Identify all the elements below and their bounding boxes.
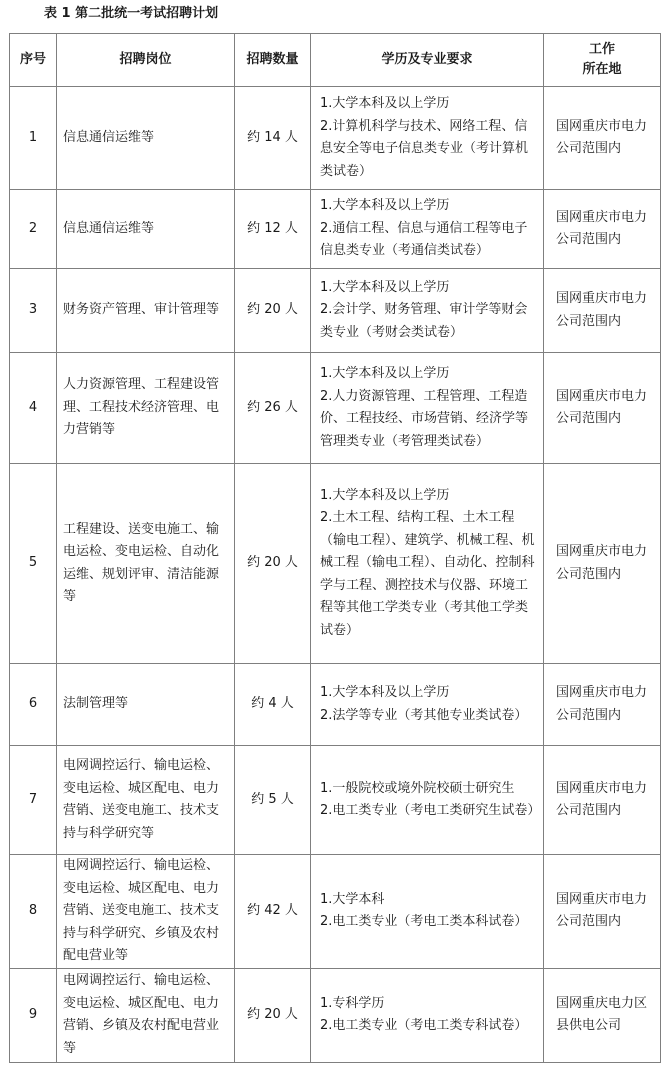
row-no: 7 (10, 746, 57, 855)
row-no: 3 (10, 269, 57, 353)
row-count: 约 26 人 (235, 353, 311, 464)
header-no: 序号 (10, 34, 57, 87)
row-position: 电网调控运行、输电运检、变电运检、城区配电、电力营销、送变电施工、技术支持与科学研究等 (57, 746, 235, 855)
recruitment-plan-table (9, 33, 661, 1063)
row-count: 约 20 人 (235, 464, 311, 664)
row-count: 约 42 人 (235, 855, 311, 969)
row-position: 财务资产管理、审计管理等 (57, 269, 235, 353)
row-location: 国网重庆市电力公司范围内 (544, 190, 661, 269)
row-location: 国网重庆市电力公司范围内 (544, 269, 661, 353)
row-position: 电网调控运行、输电运检、变电运检、城区配电、电力营销、乡镇及农村配电营业等 (57, 968, 235, 1062)
row-location: 国网重庆市电力公司范围内 (544, 746, 661, 855)
requirement-line: 1.大学本科及以上学历 (320, 96, 450, 111)
row-location: 国网重庆市电力公司范围内 (544, 664, 661, 746)
requirement-line: 2.电工类专业（考电工类专科试卷） (320, 1018, 528, 1033)
row-no: 2 (10, 190, 57, 269)
requirement-line: 2.通信工程、信息与通信工程等电子信息类专业（考通信类试卷） (320, 220, 528, 259)
row-no: 5 (10, 464, 57, 664)
row-count: 约 20 人 (235, 968, 311, 1062)
requirement-line: 2.会计学、财务管理、审计学等财会类专业（考财会类试卷） (320, 302, 528, 340)
table-row (10, 464, 661, 664)
table-row (10, 353, 661, 464)
row-location: 国网重庆市电力公司范围内 (544, 87, 661, 190)
row-location: 国网重庆市电力公司范围内 (544, 353, 661, 464)
table-row (10, 746, 661, 855)
requirement-line: 2.计算机科学与技术、网络工程、信息安全等电子信息类专业（考计算机类试卷） (320, 118, 529, 179)
row-position: 人力资源管理、工程建设管理、工程技术经济管理、电力营销等 (57, 353, 235, 464)
row-location: 国网重庆市电力公司范围内 (544, 464, 661, 664)
row-count: 约 5 人 (235, 746, 311, 855)
row-requirements (311, 269, 544, 353)
row-requirements (311, 664, 544, 746)
row-requirements (311, 968, 544, 1062)
row-position: 信息通信运维等 (57, 190, 235, 269)
row-count: 约 4 人 (235, 664, 311, 746)
row-no: 1 (10, 87, 57, 190)
header-requirements: 学历及专业要求 (311, 34, 544, 87)
header-location-line1: 工作 (588, 42, 615, 57)
table-row (10, 269, 661, 353)
row-position: 法制管理等 (57, 664, 235, 746)
row-no: 4 (10, 353, 57, 464)
row-requirements (311, 353, 544, 464)
header-location (544, 34, 661, 87)
requirement-line: 1.一般院校或境外院校硕士研究生 (320, 780, 515, 796)
row-location: 国网重庆市电力公司范围内 (544, 855, 661, 969)
requirement-line: 1.专科学历 (320, 995, 385, 1011)
row-requirements (311, 87, 544, 190)
row-no: 6 (10, 664, 57, 746)
row-requirements (311, 464, 544, 664)
row-position: 信息通信运维等 (57, 87, 235, 190)
row-position: 工程建设、送变电施工、输电运检、变电运检、自动化运维、规划评审、清洁能源等 (57, 464, 235, 664)
requirement-line: 1.大学本科及以上学历 (320, 279, 450, 295)
requirement-line: 2.电工类专业（考电工类本科试卷） (320, 914, 528, 930)
table-row (10, 87, 661, 190)
row-location: 国网重庆电力区县供电公司 (544, 968, 661, 1062)
row-requirements (311, 855, 544, 969)
row-requirements (311, 746, 544, 855)
requirement-line: 2.电工类专业（考电工类研究生试卷） (320, 803, 541, 818)
row-count: 约 14 人 (235, 87, 311, 190)
requirement-line: 1.大学本科及以上学历 (320, 198, 450, 214)
requirement-line: 1.大学本科 (320, 891, 385, 907)
table-row (10, 190, 661, 269)
requirement-line: 1.大学本科及以上学历 (320, 366, 450, 381)
row-no: 9 (10, 968, 57, 1062)
table-header-row (10, 34, 661, 87)
header-count: 招聘数量 (235, 34, 311, 87)
table-row (10, 855, 661, 969)
requirement-line: 1.大学本科及以上学历 (320, 685, 450, 700)
table-row (10, 664, 661, 746)
table-caption: 表 1 第二批统一考试招聘计划 (44, 6, 219, 21)
requirement-line: 2.土木工程、结构工程、土木工程（输电工程）、建筑学、机械工程、机械工程（输电工程）、自动化、控制科学与工程、测控技术与仪器、环境工程等其他工学类专业（考其他工学类试卷） (320, 510, 535, 638)
table-row (10, 968, 661, 1062)
row-no: 8 (10, 855, 57, 969)
requirement-line: 1.大学本科及以上学历 (320, 487, 450, 503)
row-count: 约 20 人 (235, 269, 311, 353)
row-count: 约 12 人 (235, 190, 311, 269)
requirement-line: 2.人力资源管理、工程管理、工程造价、工程技经、市场营销、经济学等管理类专业（考管理类试卷） (320, 388, 529, 449)
row-position: 电网调控运行、输电运检、变电运检、城区配电、电力营销、送变电施工、技术支持与科学研究、乡镇及农村配电营业等 (57, 855, 235, 969)
header-position: 招聘岗位 (57, 34, 235, 87)
requirement-line: 2.法学等专业（考其他专业类试卷） (320, 707, 528, 723)
header-location-line2: 所在地 (582, 62, 622, 77)
row-requirements (311, 190, 544, 269)
